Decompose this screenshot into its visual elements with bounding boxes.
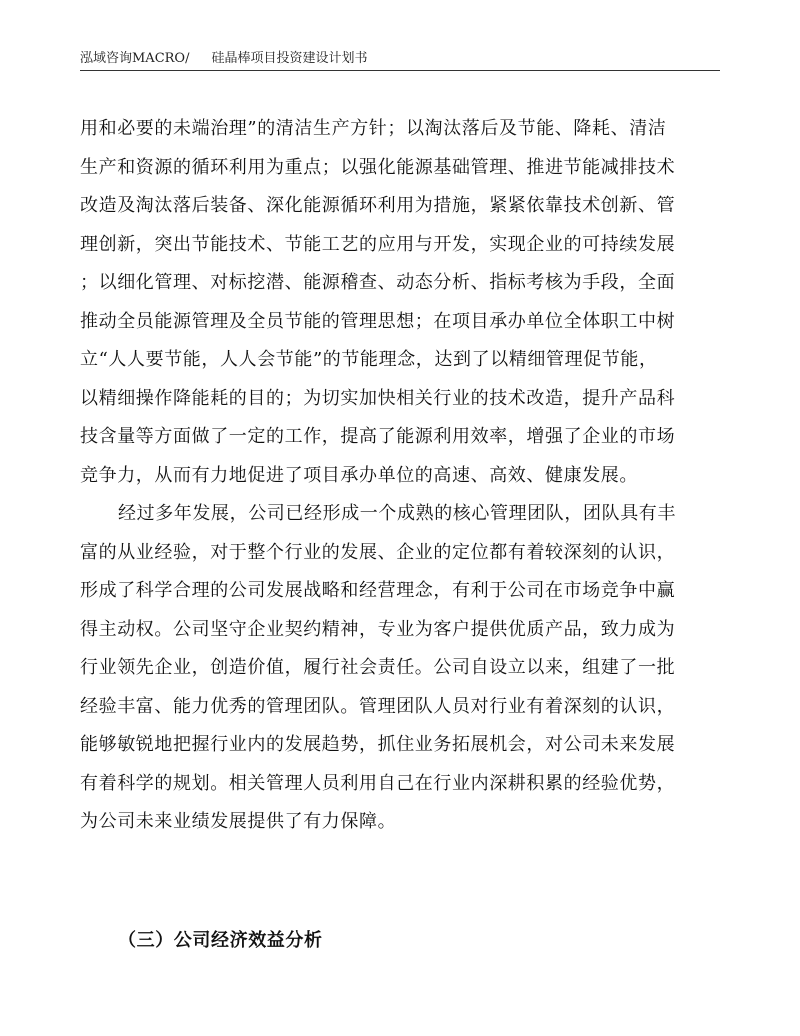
section-heading: （三）公司经济效益分析: [118, 930, 323, 951]
header-document-title: 硅晶棒项目投资建设计划书: [211, 51, 368, 66]
text-line: 富的从业经验，对于整个行业的发展、企业的定位都有着较深刻的认识，: [80, 541, 676, 563]
text-line: ；以细化管理、对标挖潜、能源稽查、动态分析、指标考核为手段，全面: [80, 272, 676, 293]
text-line: 理创新，突出节能技术、节能工艺的应用与开发，实现企业的可持续发展: [80, 233, 676, 255]
header-company: 泓域咨询MACRO/: [80, 51, 190, 66]
paragraph-start-line: 经过多年发展，公司已经形成一个成熟的核心管理团队，团队具有丰: [118, 503, 676, 524]
text-line: 生产和资源的循环利用为重点；以强化能源基础管理、推进节能减排技术: [80, 156, 676, 178]
text-line: 用和必要的未端治理”的清洁生产方针；以淘汰落后及节能、降耗、清洁: [80, 118, 667, 139]
page-header: [80, 47, 720, 66]
text-line: 经验丰富、能力优秀的管理团队。管理团队人员对行业有着深刻的认识，: [80, 695, 676, 717]
text-line: 竞争力，从而有力地促进了项目承办单位的高速、高效、健康发展。: [80, 464, 638, 486]
text-line: 形成了科学合理的公司发展战略和经营理念，有利于公司在市场竞争中赢: [80, 580, 676, 601]
text-line: 行业领先企业，创造价值，履行社会责任。公司自设立以来，组建了一批: [80, 657, 676, 678]
text-line: 技含量等方面做了一定的工作，提高了能源利用效率，增强了企业的市场: [80, 426, 676, 447]
text-line: 得主动权。公司坚守企业契约精神，专业为客户提供优质产品，致力成为: [80, 618, 676, 640]
document-body: [80, 110, 720, 842]
text-line: 立“人人要节能，人人会节能”的节能理念，达到了以精细管理促节能，: [80, 349, 658, 370]
text-line: 改造及淘汰落后装备、深化能源循环利用为措施，紧紧依靠技术创新、管: [80, 195, 676, 216]
text-line: 为公司未来业绩发展提供了有力保障。: [80, 811, 397, 832]
text-line: 有着科学的规划。相关管理人员利用自己在行业内深耕积累的经验优势，: [80, 772, 676, 794]
header-divider: [80, 70, 720, 71]
text-line: 能够敏锐地把握行业内的发展趋势，抓住业务拓展机会，对公司未来发展: [80, 734, 676, 755]
text-line: 以精细操作降能耗的目的；为切实加快相关行业的技术改造，提升产品科: [80, 387, 676, 409]
text-line: 推动全员能源管理及全员节能的管理思想；在项目承办单位全体职工中树: [80, 310, 676, 332]
